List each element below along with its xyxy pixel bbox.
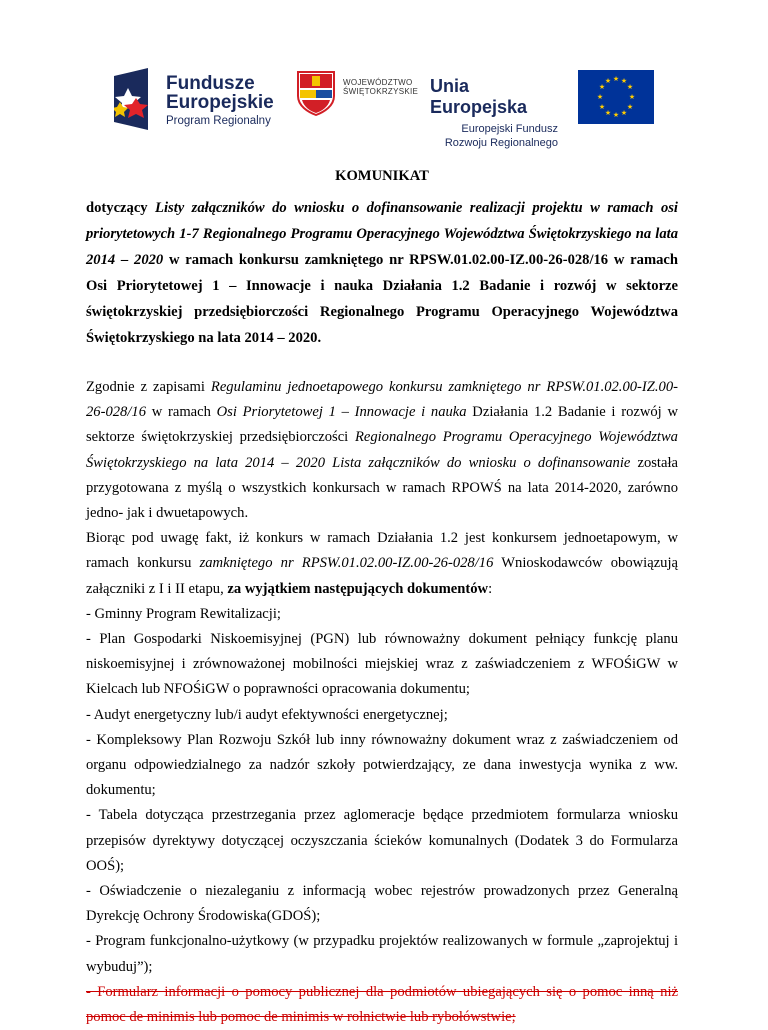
ue-sub1: Europejski Fundusz <box>461 123 558 135</box>
subject-paragraph <box>86 195 678 351</box>
svg-text:★: ★ <box>604 109 612 117</box>
p1-e: Działania 1.2 Badanie i rozwój w sektorze świętokrzyskiej przedsiębiorczości <box>86 404 678 446</box>
fe-line2: Europejskie <box>166 92 274 113</box>
struck-list-item: - Formularz informacji o pomocy publicznej dla podmiotów ubiegających się o pomoc inną niż pomoc de minimis lub pomoc de minimis w rolnictwie lub rybołówstwie; <box>86 983 678 1026</box>
ue-sub2: Rozwoju Regionalnego <box>444 137 558 149</box>
list-item: - Oświadczenie o niezaleganiu z informacją wobec rejestrów prowadzonych przez Generalną Dyrekcję Ochrony Środowiska(GDOŚ); <box>86 883 678 925</box>
list-item: - Gminny Program Rewitalizacji; <box>86 605 281 622</box>
ue-wordmark <box>430 76 560 150</box>
logo-bar <box>0 64 768 149</box>
svg-text:★: ★ <box>612 111 620 119</box>
p1-b: Regulaminu jednoetapowego konkursu zamkniętego nr RPSW.01.02.00-IZ.00-26-028/16 <box>86 379 678 421</box>
wojewodztwo-wordmark <box>343 78 418 96</box>
paragraph-1 <box>86 375 678 526</box>
svg-text:★: ★ <box>620 77 628 85</box>
p1-g: została przygotowana z myślą o wszystkich konkursach w ramach RPOWŚ na lata 2014-2020, zarówno jedno- jak i dwuetapowych. <box>86 454 678 522</box>
subject-c: w ramach konkursu zamkniętego nr RPSW.01.02.00-IZ.00-26-028/16 w ramach Osi Priorytetowej 1 – Innowacje i nauka Działania 1.2 Badanie i rozwój w sektorze świętokrzyskiej przedsiębiorczości Regionalnego Programu Operacyjnego Województwa Świętokrzyskiego na lata 2014 – 2020. <box>86 252 678 346</box>
svg-text:★: ★ <box>612 75 620 83</box>
p1-a: Zgodnie z zapisami <box>86 379 211 395</box>
paragraph-2 <box>86 526 678 602</box>
svg-text:★: ★ <box>620 109 628 117</box>
document-body <box>86 167 678 1030</box>
list-item: - Audyt energetyczny lub/i audyt efektywności energetycznej; <box>86 706 448 723</box>
p2-b: zamkniętego nr RPSW.01.02.00-IZ.00-26-028/16 <box>199 555 494 572</box>
svg-text:★: ★ <box>598 83 606 91</box>
wojewodztwo-crest-icon <box>296 70 336 116</box>
fe-sub: Program Regionalny <box>166 115 271 127</box>
woj-line1: WOJEWÓDZTWO <box>343 78 413 87</box>
list-item: - Plan Gospodarki Niskoemisyjnej (PGN) lub równoważny dokument pełniący funkcję planu niskoemisyjnej i zrównoważonej mobilności miejskiej wraz z zaświadczeniem z WFOŚiGW w Kielcach lub NFOŚiGW o poprawności opracowania dokumentu; <box>86 631 678 698</box>
svg-text:★: ★ <box>626 103 634 111</box>
fe-line1: Fundusze <box>166 73 255 94</box>
p2-c: Wnioskodawców obowiązują załączniki z I i II etapu, <box>86 555 679 597</box>
subject-a: dotyczący <box>86 200 156 216</box>
subject-b: Listy załączników do wniosku o dofinansowanie realizacji projektu w ramach osi priorytetowych 1-7 Regionalnego Programu Operacyjnego Województwa Świętokrzyskiego na lata 2014 – 2020 <box>86 200 678 268</box>
svg-text:★: ★ <box>604 77 612 85</box>
list-item: - Kompleksowy Plan Rozwoju Szkół lub inny równoważny dokument wraz z zaświadczeniem od organu odpowiedzialnego za nadzór szkoły potwierdzający, ze dana inwestycja wynika z ww. dokumentu; <box>86 731 678 799</box>
p1-f: Regionalnego Programu Operacyjnego Województwa Świętokrzyskiego na lata 2014 – 2020 Lista załączników do wniosku o dofinansowanie <box>86 429 678 471</box>
list-item: - Program funkcjonalno-użytkowy (w przypadku projektów realizowanych w formule „zaprojektuj i wybuduj”); <box>86 933 678 975</box>
p1-d: Osi Priorytetowej 1 – Innowacje i nauka <box>216 404 467 421</box>
spacer <box>86 351 678 375</box>
ue-title: Unia Europejska <box>430 76 528 117</box>
p2-e: : <box>488 580 493 597</box>
p1-c: w ramach <box>146 404 217 421</box>
page-title: KOMUNIKAT <box>335 168 429 184</box>
woj-line2: ŚWIĘTOKRZYSKIE <box>343 87 419 96</box>
svg-text:★: ★ <box>626 83 634 91</box>
list-item: - Tabela dotycząca przestrzegania przez aglomeracje będące przedmiotem formularza wniosku przepisów dyrektywy dotyczącej oczyszczania ścieków komunalnych (Dodatek 3 do Formularza OOŚ); <box>86 807 678 874</box>
svg-text:★: ★ <box>598 103 606 111</box>
svg-text:★: ★ <box>628 93 636 101</box>
p2-d: za wyjątkiem następujących dokumentów <box>227 580 489 597</box>
fundusze-europejskie-logo-icon <box>114 68 164 130</box>
p2-a: Biorąc pod uwagę fakt, iż konkurs w ramach Działania 1.2 jest konkursem jednoetapowym, w ramach konkursu <box>86 530 678 572</box>
fundusze-europejskie-wordmark <box>166 74 274 127</box>
eu-flag-icon <box>578 70 654 124</box>
svg-text:★: ★ <box>596 93 604 101</box>
